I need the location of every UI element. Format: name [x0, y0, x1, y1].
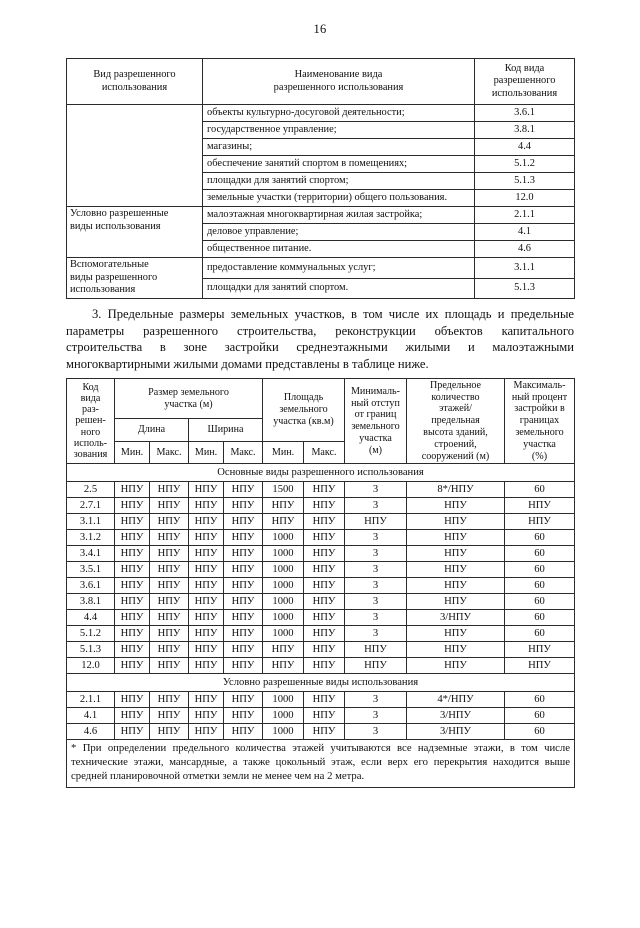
- cell-floors: НПУ: [407, 498, 505, 514]
- col-header-length-max: Макс.: [150, 441, 189, 464]
- use-name: площадки для занятий спортом;: [203, 173, 475, 190]
- header-line: использования: [491, 87, 558, 99]
- cell-width-min: НПУ: [189, 658, 224, 674]
- cell-width-min: НПУ: [189, 546, 224, 562]
- cell-area-max: НПУ: [304, 530, 345, 546]
- cell-floors: НПУ: [407, 594, 505, 610]
- header-line: земельного: [279, 403, 328, 415]
- cell-width-max: НПУ: [224, 578, 263, 594]
- cell-length-min: НПУ: [115, 658, 150, 674]
- use-name: предоставление коммунальных услуг;: [203, 258, 475, 278]
- cell-code: 4.4: [67, 610, 115, 626]
- cell-area-min: 1000: [263, 610, 304, 626]
- cell-area-min: 1000: [263, 594, 304, 610]
- cell-length-max: НПУ: [150, 546, 189, 562]
- permitted-use-table-body: [67, 105, 575, 298]
- land-parameters-table-head: [67, 378, 575, 464]
- cell-length-min: НПУ: [115, 642, 150, 658]
- use-code: 5.1.2: [475, 156, 575, 173]
- cell-width-min: НПУ: [189, 514, 224, 530]
- cell-area-min: 1500: [263, 482, 304, 498]
- cell-width-max: НПУ: [224, 626, 263, 642]
- group-label-conditional: [67, 207, 203, 258]
- cell-setback: 3: [345, 724, 407, 740]
- table-row: [67, 594, 575, 610]
- cell-width-max: НПУ: [224, 562, 263, 578]
- use-code: 5.1.3: [475, 173, 575, 190]
- section-title-conditional: Условно разрешенные виды использования: [67, 674, 575, 692]
- cell-area-max: НПУ: [304, 546, 345, 562]
- group-label-line: Условно разрешенные: [70, 208, 169, 220]
- header-line: границах: [519, 415, 560, 427]
- paragraph-3: 3. Предельные размеры земельных участков, в том числе их площадь и предельные параметры разрешенного строительства, реконструкции объектов капитального строительства в зоне застройки среднеэтажными жилыми и малоэтажными многоквартирными жилыми домами представлены в таблице ниже.: [66, 306, 574, 372]
- cell-area-min: 1000: [263, 530, 304, 546]
- cell-length-min: НПУ: [115, 692, 150, 708]
- header-line: участка: [523, 438, 556, 450]
- table-row: [67, 207, 575, 224]
- cell-area-max: НПУ: [304, 482, 345, 498]
- header-line: зования: [73, 449, 108, 461]
- col-header-area-min: Мин.: [263, 441, 304, 464]
- header-line: участка: [359, 432, 392, 444]
- header-line: Максималь-: [513, 379, 566, 391]
- cell-width-max: НПУ: [224, 642, 263, 658]
- cell-percent: НПУ: [505, 498, 575, 514]
- cell-floors: НПУ: [407, 626, 505, 642]
- header-line: Минималь-: [350, 385, 401, 397]
- cell-code: 3.1.2: [67, 530, 115, 546]
- cell-area-min: 1000: [263, 724, 304, 740]
- table-footnote: * При определении предельного количества этажей учитываются все надземные этажи, в том числе технические этажи, мансардные, а также цокольный этаж, если верх его перекрытия находится выше средней планировочной отметки земли не менее чем на 2 метра.: [67, 740, 575, 788]
- cell-width-max: НПУ: [224, 498, 263, 514]
- cell-floors: 4*/НПУ: [407, 692, 505, 708]
- cell-setback: НПУ: [345, 642, 407, 658]
- section-title-main: Основные виды разрешенного использования: [67, 464, 575, 482]
- cell-floors: НПУ: [407, 546, 505, 562]
- cell-area-max: НПУ: [304, 594, 345, 610]
- cell-area-max: НПУ: [304, 658, 345, 674]
- table-row: [67, 642, 575, 658]
- cell-area-max: НПУ: [304, 692, 345, 708]
- section-row-main: [67, 464, 575, 482]
- cell-code: 2.7.1: [67, 498, 115, 514]
- col-header-use-code: [475, 59, 575, 105]
- cell-floors: 8*/НПУ: [407, 482, 505, 498]
- cell-percent: 60: [505, 578, 575, 594]
- cell-code: 3.1.1: [67, 514, 115, 530]
- cell-code: 5.1.2: [67, 626, 115, 642]
- header-line: решен-: [75, 415, 106, 427]
- cell-length-min: НПУ: [115, 578, 150, 594]
- cell-length-min: НПУ: [115, 498, 150, 514]
- header-line: застройки в: [514, 403, 565, 415]
- cell-setback: 3: [345, 578, 407, 594]
- col-header-use-name: [203, 59, 475, 105]
- cell-length-max: НПУ: [150, 642, 189, 658]
- cell-area-min: 1000: [263, 578, 304, 594]
- header-line: вида: [80, 392, 101, 404]
- cell-setback: НПУ: [345, 658, 407, 674]
- cell-length-min: НПУ: [115, 530, 150, 546]
- col-header-area: [263, 378, 345, 441]
- cell-length-min: НПУ: [115, 724, 150, 740]
- group-label-line: виды использования: [70, 220, 161, 232]
- cell-floors: НПУ: [407, 658, 505, 674]
- table-header-row-1: [67, 378, 575, 419]
- header-line: Размер земельного: [148, 386, 229, 398]
- cell-area-max: НПУ: [304, 642, 345, 658]
- cell-length-min: НПУ: [115, 626, 150, 642]
- cell-length-min: НПУ: [115, 708, 150, 724]
- header-line: Вид разрешенного: [93, 69, 176, 81]
- header-line: земельного: [515, 427, 564, 439]
- header-line: Наименование вида: [294, 69, 383, 81]
- cell-setback: НПУ: [345, 514, 407, 530]
- cell-area-max: НПУ: [304, 578, 345, 594]
- use-code: 12.0: [475, 190, 575, 207]
- page-content: [66, 37, 574, 788]
- cell-length-min: НПУ: [115, 482, 150, 498]
- cell-percent: НПУ: [505, 658, 575, 674]
- cell-floors: 3/НПУ: [407, 724, 505, 740]
- cell-percent: НПУ: [505, 642, 575, 658]
- table-row: [67, 578, 575, 594]
- cell-setback: 3: [345, 594, 407, 610]
- cell-length-max: НПУ: [150, 658, 189, 674]
- group-label-line: Вспомогательные: [70, 259, 149, 271]
- cell-floors: 3/НПУ: [407, 708, 505, 724]
- cell-area-max: НПУ: [304, 514, 345, 530]
- header-line: количество: [431, 391, 480, 403]
- cell-percent: 60: [505, 594, 575, 610]
- cell-width-min: НПУ: [189, 610, 224, 626]
- group-label-line: использования: [70, 284, 136, 296]
- cell-percent: 60: [505, 692, 575, 708]
- cell-area-min: НПУ: [263, 642, 304, 658]
- cell-width-min: НПУ: [189, 578, 224, 594]
- use-name: объекты культурно-досуговой деятельности;: [203, 105, 475, 122]
- table-header-row: [67, 59, 575, 105]
- cell-setback: 3: [345, 610, 407, 626]
- cell-area-min: НПУ: [263, 658, 304, 674]
- cell-width-max: НПУ: [224, 708, 263, 724]
- cell-percent: НПУ: [505, 514, 575, 530]
- cell-width-max: НПУ: [224, 530, 263, 546]
- use-name: государственное управление;: [203, 122, 475, 139]
- cell-code: 3.5.1: [67, 562, 115, 578]
- header-line: этажей/: [439, 403, 472, 415]
- cell-code: 2.1.1: [67, 692, 115, 708]
- cell-setback: 3: [345, 530, 407, 546]
- table-row: [67, 530, 575, 546]
- cell-width-min: НПУ: [189, 498, 224, 514]
- cell-length-max: НПУ: [150, 498, 189, 514]
- cell-code: 3.6.1: [67, 578, 115, 594]
- col-header-floors: [407, 378, 505, 464]
- cell-length-max: НПУ: [150, 626, 189, 642]
- cell-percent: 60: [505, 626, 575, 642]
- cell-length-max: НПУ: [150, 482, 189, 498]
- land-parameters-table: [66, 378, 575, 788]
- header-line: разрешенного: [493, 75, 556, 87]
- table-row: [67, 105, 575, 122]
- cell-width-min: НПУ: [189, 530, 224, 546]
- cell-width-min: НПУ: [189, 626, 224, 642]
- cell-length-min: НПУ: [115, 546, 150, 562]
- cell-length-max: НПУ: [150, 594, 189, 610]
- group-label-line: виды разрешенного: [70, 271, 158, 283]
- cell-floors: НПУ: [407, 578, 505, 594]
- permitted-use-table-head: [67, 59, 575, 105]
- use-code: 4.6: [475, 241, 575, 258]
- cell-floors: НПУ: [407, 562, 505, 578]
- header-line: высота зданий,: [423, 427, 488, 439]
- use-name: деловое управление;: [203, 224, 475, 241]
- header-line: (м): [368, 444, 383, 456]
- cell-width-min: НПУ: [189, 708, 224, 724]
- document-page: [0, 22, 640, 928]
- header-line: земельного: [351, 421, 400, 433]
- table-row: [67, 708, 575, 724]
- table-row: [67, 514, 575, 530]
- col-header-length: Длина: [115, 419, 189, 442]
- cell-percent: 60: [505, 724, 575, 740]
- table-row: [67, 658, 575, 674]
- cell-setback: 3: [345, 626, 407, 642]
- header-line: участка (кв.м): [273, 415, 334, 427]
- header-line: ный отступ: [351, 397, 400, 409]
- cell-width-max: НПУ: [224, 610, 263, 626]
- table-row: [67, 610, 575, 626]
- cell-length-max: НПУ: [150, 578, 189, 594]
- table-row: [67, 546, 575, 562]
- col-header-percent: [505, 378, 575, 464]
- cell-area-max: НПУ: [304, 562, 345, 578]
- cell-width-max: НПУ: [224, 546, 263, 562]
- use-name: магазины;: [203, 139, 475, 156]
- cell-code: 3.4.1: [67, 546, 115, 562]
- cell-length-max: НПУ: [150, 562, 189, 578]
- header-line: Код вида: [504, 63, 545, 74]
- cell-length-min: НПУ: [115, 610, 150, 626]
- header-line: исполь-: [73, 438, 108, 450]
- table-row: [67, 482, 575, 498]
- use-code: 5.1.3: [475, 278, 575, 298]
- header-line: ный процент: [511, 391, 568, 403]
- table-row: [67, 258, 575, 278]
- header-line: Площадь: [283, 392, 324, 404]
- cell-floors: НПУ: [407, 530, 505, 546]
- use-name: обеспечение занятий спортом в помещениях;: [203, 156, 475, 173]
- cell-length-max: НПУ: [150, 610, 189, 626]
- page-number: 16: [313, 22, 327, 36]
- group-label: [67, 105, 203, 207]
- cell-area-min: 1000: [263, 562, 304, 578]
- cell-width-min: НПУ: [189, 692, 224, 708]
- cell-width-min: НПУ: [189, 642, 224, 658]
- cell-width-max: НПУ: [224, 594, 263, 610]
- cell-percent: 60: [505, 482, 575, 498]
- footnote-row: [67, 740, 575, 788]
- cell-percent: 60: [505, 530, 575, 546]
- col-header-length-min: Мин.: [115, 441, 150, 464]
- cell-area-min: НПУ: [263, 514, 304, 530]
- cell-code: 4.6: [67, 724, 115, 740]
- cell-code: 5.1.3: [67, 642, 115, 658]
- cell-floors: НПУ: [407, 642, 505, 658]
- cell-width-min: НПУ: [189, 482, 224, 498]
- header-line: сооружений (м): [421, 450, 490, 462]
- use-name: площадки для занятий спортом.: [203, 278, 475, 298]
- use-name: малоэтажная многоквартирная жилая застройка;: [203, 207, 475, 224]
- land-parameters-table-body: [67, 464, 575, 788]
- use-name: земельные участки (территории) общего пользования.: [203, 190, 475, 207]
- col-header-code: [67, 378, 115, 464]
- cell-width-max: НПУ: [224, 658, 263, 674]
- cell-length-max: НПУ: [150, 514, 189, 530]
- table-row: [67, 724, 575, 740]
- cell-code: 2.5: [67, 482, 115, 498]
- col-header-width-min: Мин.: [189, 441, 224, 464]
- cell-floors: НПУ: [407, 514, 505, 530]
- header-line: предельная: [431, 415, 480, 427]
- group-label-auxiliary: [67, 258, 203, 298]
- cell-width-max: НПУ: [224, 692, 263, 708]
- use-code: 2.1.1: [475, 207, 575, 224]
- col-header-use-type: [67, 59, 203, 105]
- header-line: ного: [80, 426, 101, 438]
- header-line: раз-: [82, 404, 99, 416]
- header-line: строений,: [434, 438, 477, 450]
- cell-length-max: НПУ: [150, 692, 189, 708]
- cell-area-min: 1000: [263, 692, 304, 708]
- cell-setback: 3: [345, 562, 407, 578]
- header-line: (%): [531, 450, 548, 462]
- cell-setback: 3: [345, 482, 407, 498]
- col-header-width-max: Макс.: [224, 441, 263, 464]
- cell-percent: 60: [505, 610, 575, 626]
- cell-length-min: НПУ: [115, 594, 150, 610]
- table-row: [67, 692, 575, 708]
- cell-setback: 3: [345, 692, 407, 708]
- use-code: 3.8.1: [475, 122, 575, 139]
- permitted-use-table: [66, 58, 575, 299]
- cell-percent: 60: [505, 562, 575, 578]
- cell-code: 4.1: [67, 708, 115, 724]
- cell-area-max: НПУ: [304, 610, 345, 626]
- cell-code: 3.8.1: [67, 594, 115, 610]
- col-header-setback: [345, 378, 407, 464]
- cell-area-max: НПУ: [304, 498, 345, 514]
- col-header-area-max: Макс.: [304, 441, 345, 464]
- cell-percent: 60: [505, 708, 575, 724]
- cell-area-max: НПУ: [304, 708, 345, 724]
- cell-percent: 60: [505, 546, 575, 562]
- header-line: Код: [82, 381, 99, 393]
- header-line: участка (м): [164, 398, 213, 410]
- cell-length-max: НПУ: [150, 724, 189, 740]
- use-code: 4.4: [475, 139, 575, 156]
- col-header-width: Ширина: [189, 419, 263, 442]
- table-row: [67, 626, 575, 642]
- section-row-conditional: [67, 674, 575, 692]
- cell-length-min: НПУ: [115, 514, 150, 530]
- header-line: от границ: [354, 409, 397, 421]
- table-row: [67, 562, 575, 578]
- cell-length-min: НПУ: [115, 562, 150, 578]
- cell-length-max: НПУ: [150, 530, 189, 546]
- cell-length-max: НПУ: [150, 708, 189, 724]
- cell-width-max: НПУ: [224, 482, 263, 498]
- header-line: разрешенного использования: [273, 81, 404, 93]
- cell-width-max: НПУ: [224, 514, 263, 530]
- cell-setback: 3: [345, 546, 407, 562]
- header-line: Предельное: [430, 379, 481, 391]
- cell-area-min: 1000: [263, 626, 304, 642]
- use-code: 3.6.1: [475, 105, 575, 122]
- cell-width-min: НПУ: [189, 562, 224, 578]
- cell-area-max: НПУ: [304, 626, 345, 642]
- cell-width-min: НПУ: [189, 594, 224, 610]
- cell-area-min: 1000: [263, 708, 304, 724]
- col-header-size: [115, 378, 263, 419]
- table-row: [67, 498, 575, 514]
- header-line: использования: [101, 81, 168, 93]
- use-code: 4.1: [475, 224, 575, 241]
- cell-setback: 3: [345, 708, 407, 724]
- cell-setback: 3: [345, 498, 407, 514]
- cell-area-min: 1000: [263, 546, 304, 562]
- cell-floors: 3/НПУ: [407, 610, 505, 626]
- cell-code: 12.0: [67, 658, 115, 674]
- cell-area-max: НПУ: [304, 724, 345, 740]
- cell-width-max: НПУ: [224, 724, 263, 740]
- use-name: общественное питание.: [203, 241, 475, 258]
- use-code: 3.1.1: [475, 258, 575, 278]
- cell-width-min: НПУ: [189, 724, 224, 740]
- cell-area-min: НПУ: [263, 498, 304, 514]
